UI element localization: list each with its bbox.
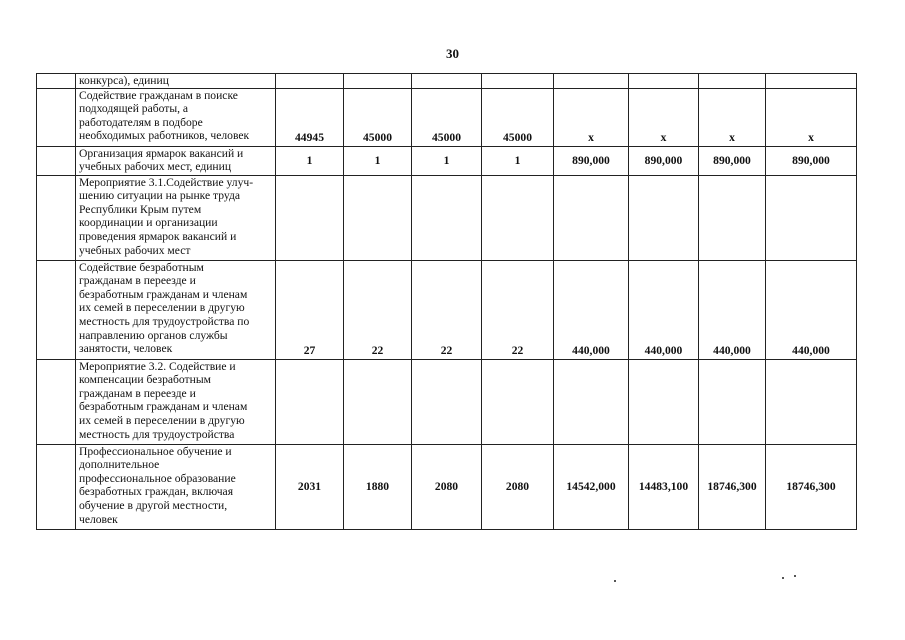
- indicator-description: Содействие безработным гражданам в переезде и безработным гражданам и членам их семей в переселении в другую местность для трудоустройства по направлению органов службы занятости, человек: [76, 260, 276, 359]
- value-cell: x: [699, 88, 766, 146]
- value-cell: 22: [482, 260, 554, 359]
- value-cell: [482, 359, 554, 444]
- value-cell: [412, 74, 482, 89]
- value-cell: [276, 359, 344, 444]
- value-cell: 440,000: [699, 260, 766, 359]
- value-cell: [629, 359, 699, 444]
- value-cell: [276, 175, 344, 260]
- row-number-cell: [37, 260, 76, 359]
- value-cell: 2080: [412, 444, 482, 529]
- value-cell: 18746,300: [699, 444, 766, 529]
- indicator-description: Мероприятие 3.1.Содействие улуч- шению ситуации на рынке труда Республики Крым путем координации и организации проведения ярмарок вакансий и учебных рабочих мест: [76, 175, 276, 260]
- value-cell: [412, 359, 482, 444]
- value-cell: 1: [482, 146, 554, 175]
- value-cell: x: [629, 88, 699, 146]
- value-cell: [344, 359, 412, 444]
- value-cell: 890,000: [766, 146, 857, 175]
- value-cell: [482, 74, 554, 89]
- value-cell: 1: [276, 146, 344, 175]
- value-cell: [699, 74, 766, 89]
- page-number: 30: [446, 46, 459, 61]
- table-row: [37, 88, 857, 146]
- table-row: [37, 260, 857, 359]
- value-cell: 44945: [276, 88, 344, 146]
- row-number-cell: [37, 359, 76, 444]
- value-cell: [629, 175, 699, 260]
- value-cell: 2080: [482, 444, 554, 529]
- value-cell: 1: [412, 146, 482, 175]
- value-cell: [276, 74, 344, 89]
- value-cell: [766, 74, 857, 89]
- value-cell: [344, 175, 412, 260]
- value-cell: [554, 74, 629, 89]
- value-cell: 27: [276, 260, 344, 359]
- value-cell: 890,000: [629, 146, 699, 175]
- value-cell: 18746,300: [766, 444, 857, 529]
- row-number-cell: [37, 175, 76, 260]
- scan-mark: [614, 580, 616, 582]
- indicator-description: Организация ярмарок вакансий и учебных рабочих мест, единиц: [76, 146, 276, 175]
- value-cell: 1: [344, 146, 412, 175]
- row-number-cell: [37, 74, 76, 89]
- value-cell: 45000: [344, 88, 412, 146]
- value-cell: x: [766, 88, 857, 146]
- value-cell: [554, 359, 629, 444]
- value-cell: 440,000: [554, 260, 629, 359]
- value-cell: 14483,100: [629, 444, 699, 529]
- value-cell: 1880: [344, 444, 412, 529]
- value-cell: [699, 359, 766, 444]
- table-row: [37, 175, 857, 260]
- value-cell: 2031: [276, 444, 344, 529]
- table-row: [37, 359, 857, 444]
- table-row: [37, 146, 857, 175]
- value-cell: 440,000: [766, 260, 857, 359]
- indicator-description: Мероприятие 3.2. Содействие и компенсации безработным гражданам в переезде и безработным гражданам и членам их семей в переселении в другую местность для трудоустройства: [76, 359, 276, 444]
- value-cell: 22: [412, 260, 482, 359]
- indicator-description: конкурса), единиц: [76, 74, 276, 89]
- scan-mark: [794, 575, 796, 577]
- scan-mark: [782, 577, 784, 579]
- row-number-cell: [37, 444, 76, 529]
- value-cell: [699, 175, 766, 260]
- indicators-table: [36, 73, 857, 530]
- value-cell: [412, 175, 482, 260]
- value-cell: [766, 175, 857, 260]
- value-cell: 440,000: [629, 260, 699, 359]
- value-cell: [629, 74, 699, 89]
- row-number-cell: [37, 88, 76, 146]
- value-cell: 890,000: [554, 146, 629, 175]
- indicator-description: Содействие гражданам в поиске подходящей работы, а работодателям в подборе необходимых работников, человек: [76, 88, 276, 146]
- value-cell: [344, 74, 412, 89]
- value-cell: [766, 359, 857, 444]
- value-cell: 45000: [482, 88, 554, 146]
- row-number-cell: [37, 146, 76, 175]
- value-cell: 890,000: [699, 146, 766, 175]
- table-row: [37, 444, 857, 529]
- value-cell: 45000: [412, 88, 482, 146]
- table-row: [37, 74, 857, 89]
- value-cell: [554, 175, 629, 260]
- value-cell: 14542,000: [554, 444, 629, 529]
- indicator-description: Профессиональное обучение и дополнительное профессиональное образование безработных граждан, включая обучение в другой местности, человек: [76, 444, 276, 529]
- value-cell: x: [554, 88, 629, 146]
- value-cell: 22: [344, 260, 412, 359]
- value-cell: [482, 175, 554, 260]
